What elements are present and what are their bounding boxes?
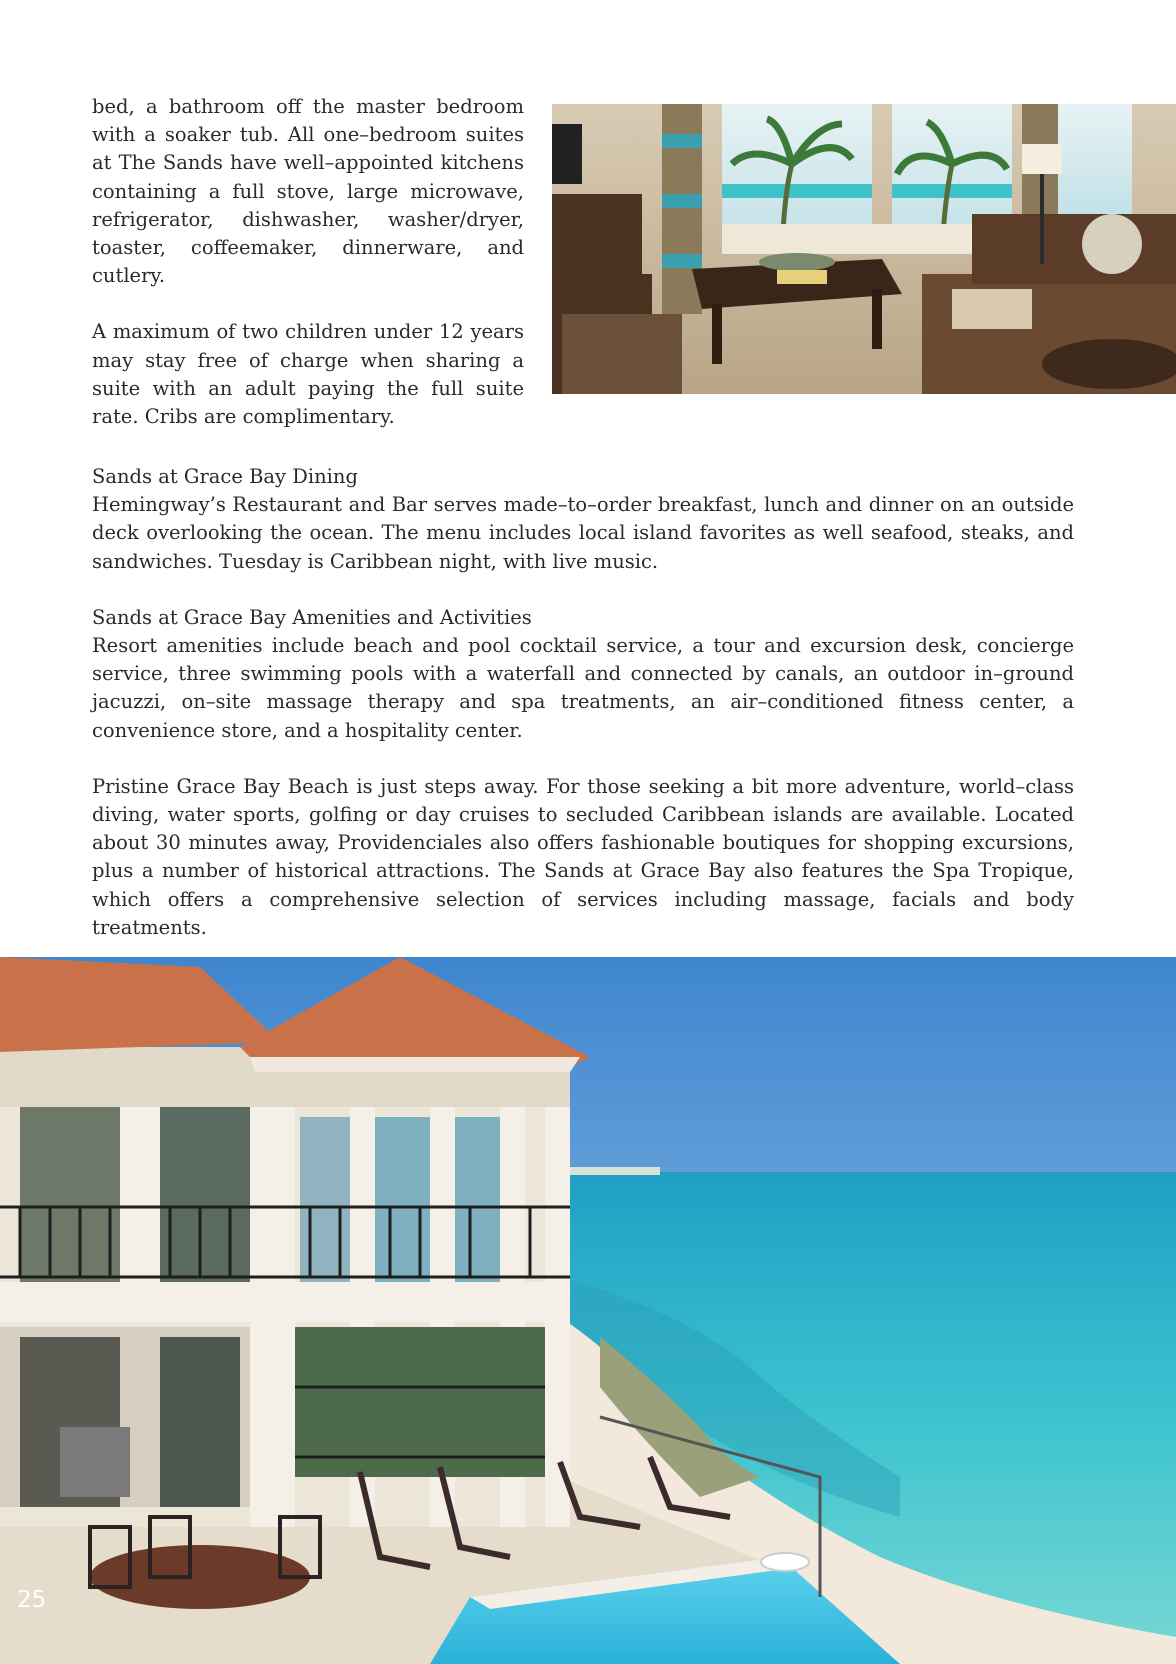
page-number: 25	[17, 1587, 47, 1613]
intro-column	[92, 93, 524, 431]
suite-interior-photo	[552, 104, 1176, 394]
amenities-heading: Sands at Grace Bay Amenities and Activities	[92, 605, 532, 629]
beach-section	[92, 773, 1074, 942]
amenities-section	[92, 604, 1074, 745]
villa-beach-photo	[0, 957, 1176, 1664]
intro-paragraph-1: bed, a bathroom off the master bedroom with a soaker tub. All one–bedroom suites at The Sands have well–appointed kitchens containing a full stove, large microwave, refrigerator, dishwasher, washer/dryer, toaster, coffeemaker, dinnerware, and cutlery.	[92, 95, 524, 288]
dining-text: Hemingway’s Restaurant and Bar serves made–to–order breakfast, lunch and dinner on an outside deck overlooking the ocean. The menu includes local island favorites as well seafood, steaks, and sandwiches. Tuesday is Caribbean night, with live music.	[92, 493, 1074, 573]
amenities-text: Resort amenities include beach and pool cocktail service, a tour and excursion desk, concierge service, three swimming pools with a waterfall and connected by canals, an outdoor in–ground jacuzzi, on–site massage therapy and spa treatments, an air–conditioned fitness center, a convenience store, and a hospitality center.	[92, 634, 1074, 742]
dining-section	[92, 463, 1074, 576]
dining-heading: Sands at Grace Bay Dining	[92, 465, 358, 488]
intro-paragraph-2: A maximum of two children under 12 years may stay free of charge when sharing a suite with an adult paying the full suite rate. Cribs are complimentary.	[92, 320, 524, 429]
body-text	[92, 463, 1074, 970]
beach-paragraph: Pristine Grace Bay Beach is just steps away. For those seeking a bit more adventure, world–class diving, water sports, golfing or day cruises to secluded Caribbean islands are available. Located about 30 minutes away, Providenciales also offers fashionable boutiques for shopping excursions, plus a number of historical attractions. The Sands at Grace Bay also features the Spa Tropique, which offers a comprehensive selection of services including massage, facials and body treatments.	[92, 774, 1074, 939]
